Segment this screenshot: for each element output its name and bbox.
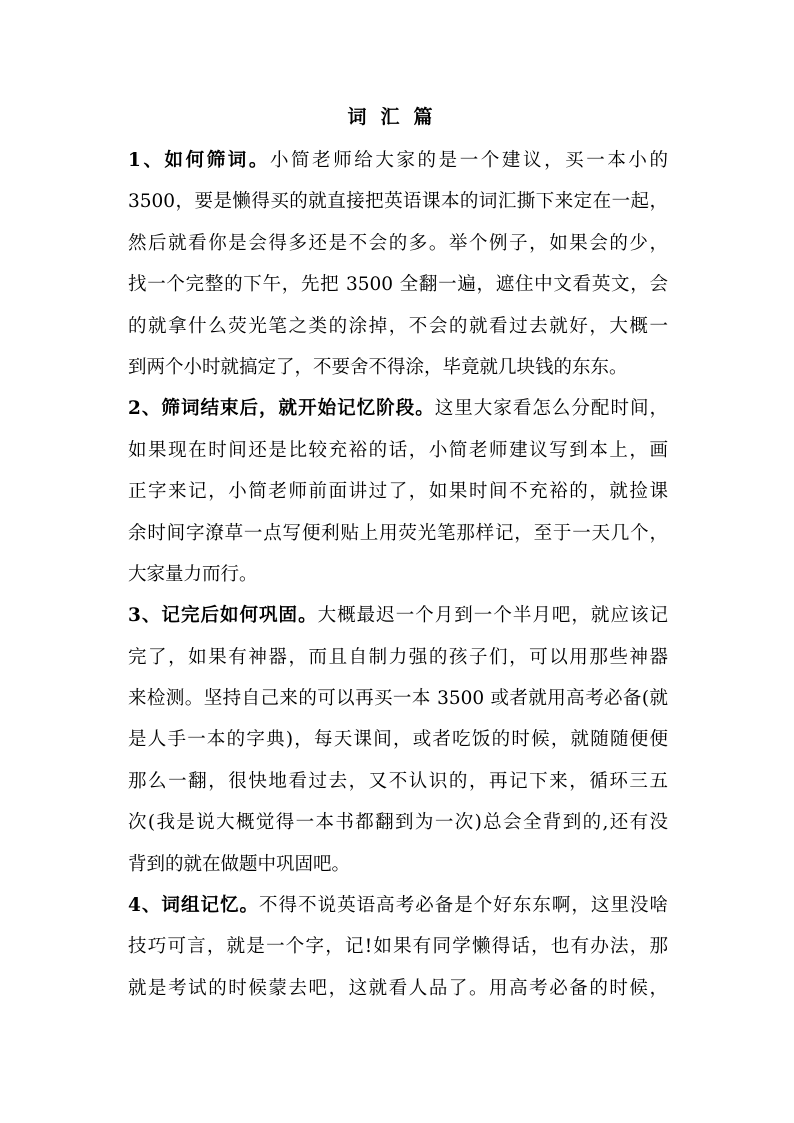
paragraph-line <box>128 885 668 926</box>
section-heading: 3、记完后如何巩固。 <box>128 605 318 627</box>
paragraph-line: 那么一翻，很快地看过去，又不认识的，再记下来，循环三五 <box>128 770 668 792</box>
paragraph-line: 的就拿什么荧光笔之类的涂掉，不会的就看过去就好，大概一 <box>128 315 668 337</box>
paragraph-text: 这里大家看怎么分配时间， <box>434 398 668 420</box>
paragraph-line: 是人手一本的字典)，每天课间，或者吃饭的时候，就随随便便 <box>128 729 668 751</box>
paragraph-line: 3500，要是懒得买的就直接把英语课本的词汇撕下来定在一起， <box>128 191 668 213</box>
paragraph-line: 如果现在时间还是比较充裕的话，小简老师建议写到本上，画 <box>128 439 668 461</box>
paragraph-line: 背到的就在做题中巩固吧。 <box>128 853 351 875</box>
section-heading: 4、词组记忆。 <box>128 895 260 917</box>
document-body <box>128 140 668 1009</box>
paragraph-line: 找一个完整的下午，先把 3500 全翻一遍，遮住中文看英文，会 <box>128 274 668 296</box>
paragraph-line: 完了，如果有神器，而且自制力强的孩子们，可以用那些神器 <box>128 646 668 668</box>
paragraph-line: 到两个小时就搞定了，不要舍不得涂，毕竟就几块钱的东东。 <box>128 356 628 378</box>
paragraph-text: 不得不说英语高考必备是个好东东啊，这里没啥 <box>259 895 668 917</box>
section-heading: 1、如何筛词。 <box>128 150 270 171</box>
paragraph-text: 小简老师给大家的是一个建议，买一本小的 <box>269 150 668 171</box>
paragraph-line <box>128 595 668 636</box>
paragraph-line: 次(我是说大概觉得一本书都翻到为一次)总会全背到的,还有没 <box>128 812 668 834</box>
paragraph-line <box>128 140 668 181</box>
section-heading: 2、筛词结束后，就开始记忆阶段。 <box>128 398 435 420</box>
paragraph-line: 余时间字潦草一点写便利贴上用荧光笔那样记，至于一天几个， <box>128 522 668 544</box>
paragraph-line: 技巧可言，就是一个字，记!如果有同学懒得话，也有办法，那 <box>128 936 668 958</box>
paragraph-line <box>128 388 668 429</box>
paragraph-line: 来检测。坚持自己来的可以再买一本 3500 或者就用高考必备(就 <box>128 688 668 710</box>
paragraph-text: 大概最迟一个月到一个半月吧，就应该记 <box>317 605 668 627</box>
paragraph-line: 就是考试的时候蒙去吧，这就看人品了。用高考必备的时候， <box>128 977 668 999</box>
paragraph-line: 正字来记，小简老师前面讲过了，如果时间不充裕的，就捡课 <box>128 481 668 503</box>
page-title: 词汇篇 <box>347 106 447 128</box>
paragraph-line: 大家量力而行。 <box>128 563 258 585</box>
paragraph-line: 然后就看你是会得多还是不会的多。举个例子，如果会的少， <box>128 232 668 254</box>
